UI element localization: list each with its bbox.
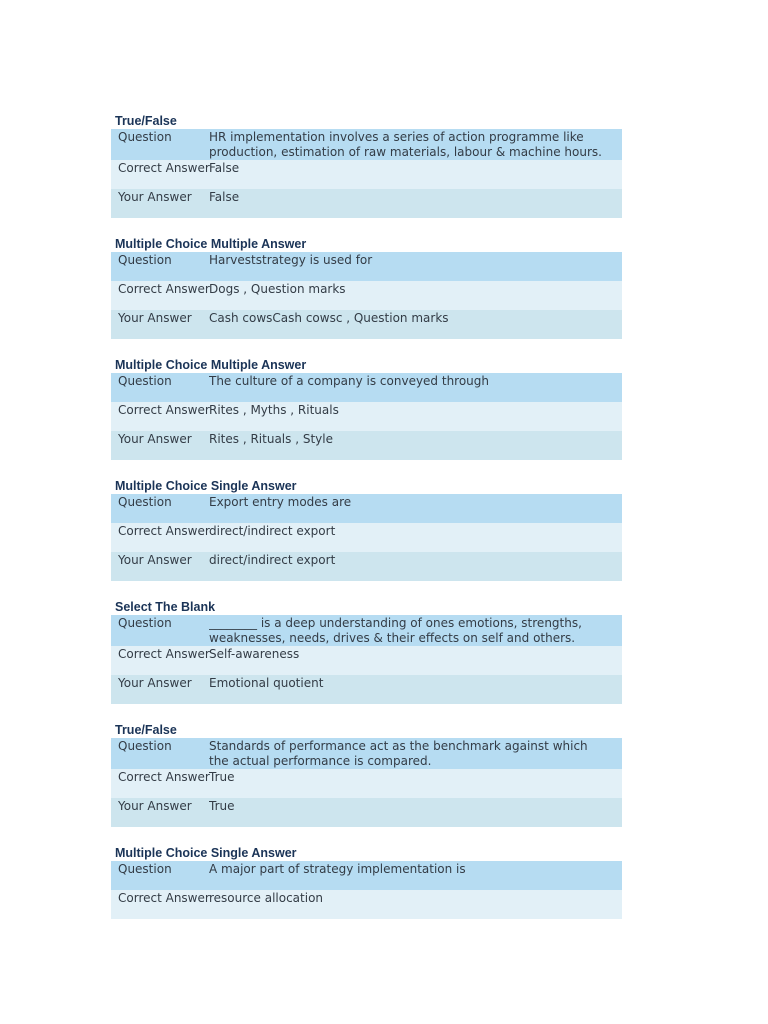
correct-answer-value: Self-awareness bbox=[209, 647, 300, 661]
your-answer-row bbox=[111, 310, 622, 339]
your-answer-row bbox=[111, 552, 622, 581]
question-type-heading: True/False bbox=[115, 723, 177, 737]
question-text: HR implementation involves a series of action programme like production, estimation of raw materials, labour & machine hours. bbox=[209, 130, 602, 159]
question-text: Harveststrategy is used for bbox=[209, 253, 373, 267]
question-text: Export entry modes are bbox=[209, 495, 352, 509]
your-answer-value: Rites , Rituals , Style bbox=[209, 432, 333, 446]
quiz-item bbox=[111, 478, 622, 581]
question-type-heading: Multiple Choice Single Answer bbox=[115, 479, 297, 493]
question-label: Question bbox=[118, 739, 172, 753]
question-text: The culture of a company is conveyed through bbox=[209, 374, 490, 388]
your-answer-label: Your Answer bbox=[118, 676, 192, 690]
correct-answer-value: direct/indirect export bbox=[209, 524, 336, 538]
question-label: Question bbox=[118, 495, 172, 509]
your-answer-label: Your Answer bbox=[118, 190, 192, 204]
question-row bbox=[111, 373, 622, 402]
correct-answer-label: Correct Answer bbox=[118, 161, 210, 175]
question-type-heading: Multiple Choice Single Answer bbox=[115, 846, 297, 860]
question-row bbox=[111, 738, 622, 769]
question-text: A major part of strategy implementation is bbox=[209, 862, 466, 876]
question-type-heading: Multiple Choice Multiple Answer bbox=[115, 237, 307, 251]
question-row bbox=[111, 494, 622, 523]
your-answer-row bbox=[111, 431, 622, 460]
question-label: Question bbox=[118, 862, 172, 876]
correct-answer-label: Correct Answer bbox=[118, 770, 210, 784]
quiz-item bbox=[111, 357, 622, 460]
correct-answer-row bbox=[111, 281, 622, 310]
correct-answer-value: True bbox=[209, 770, 235, 784]
correct-answer-value: Dogs , Question marks bbox=[209, 282, 346, 296]
question-type-heading: Multiple Choice Multiple Answer bbox=[115, 358, 307, 372]
your-answer-row bbox=[111, 189, 622, 218]
question-label: Question bbox=[118, 616, 172, 630]
question-row bbox=[111, 252, 622, 281]
your-answer-label: Your Answer bbox=[118, 799, 192, 813]
question-type-heading: True/False bbox=[115, 114, 177, 128]
correct-answer-value: Rites , Myths , Rituals bbox=[209, 403, 339, 417]
your-answer-value: Emotional quotient bbox=[209, 676, 324, 690]
correct-answer-row bbox=[111, 769, 622, 798]
quiz-item bbox=[111, 845, 622, 919]
correct-answer-label: Correct Answer bbox=[118, 524, 210, 538]
correct-answer-row bbox=[111, 402, 622, 431]
correct-answer-label: Correct Answer bbox=[118, 282, 210, 296]
quiz-item bbox=[111, 113, 622, 218]
your-answer-label: Your Answer bbox=[118, 553, 192, 567]
correct-answer-row bbox=[111, 523, 622, 552]
correct-answer-label: Correct Answer bbox=[118, 647, 210, 661]
your-answer-value: True bbox=[209, 799, 235, 813]
question-label: Question bbox=[118, 374, 172, 388]
your-answer-value: direct/indirect export bbox=[209, 553, 336, 567]
quiz-item bbox=[111, 599, 622, 704]
question-row bbox=[111, 129, 622, 160]
question-text: Standards of performance act as the benchmark against which the actual performance is compared. bbox=[209, 739, 588, 768]
correct-answer-label: Correct Answer bbox=[118, 403, 210, 417]
quiz-item bbox=[111, 236, 622, 339]
question-label: Question bbox=[118, 253, 172, 267]
correct-answer-row bbox=[111, 160, 622, 189]
question-text: ________ is a deep understanding of ones emotions, strengths, weaknesses, needs, drives & their effects on self and others. bbox=[209, 616, 582, 645]
your-answer-value: False bbox=[209, 190, 240, 204]
your-answer-value: Cash cowsCash cowsc , Question marks bbox=[209, 311, 449, 325]
your-answer-label: Your Answer bbox=[118, 432, 192, 446]
correct-answer-row bbox=[111, 890, 622, 919]
correct-answer-label: Correct Answer bbox=[118, 891, 210, 905]
correct-answer-value: resource allocation bbox=[209, 891, 324, 905]
correct-answer-value: False bbox=[209, 161, 240, 175]
question-label: Question bbox=[118, 130, 172, 144]
quiz-item bbox=[111, 722, 622, 827]
question-row bbox=[111, 615, 622, 646]
your-answer-row bbox=[111, 675, 622, 704]
your-answer-label: Your Answer bbox=[118, 311, 192, 325]
your-answer-row bbox=[111, 798, 622, 827]
correct-answer-row bbox=[111, 646, 622, 675]
question-type-heading: Select The Blank bbox=[115, 600, 216, 614]
question-row bbox=[111, 861, 622, 890]
quiz-review-sheet bbox=[111, 113, 622, 937]
